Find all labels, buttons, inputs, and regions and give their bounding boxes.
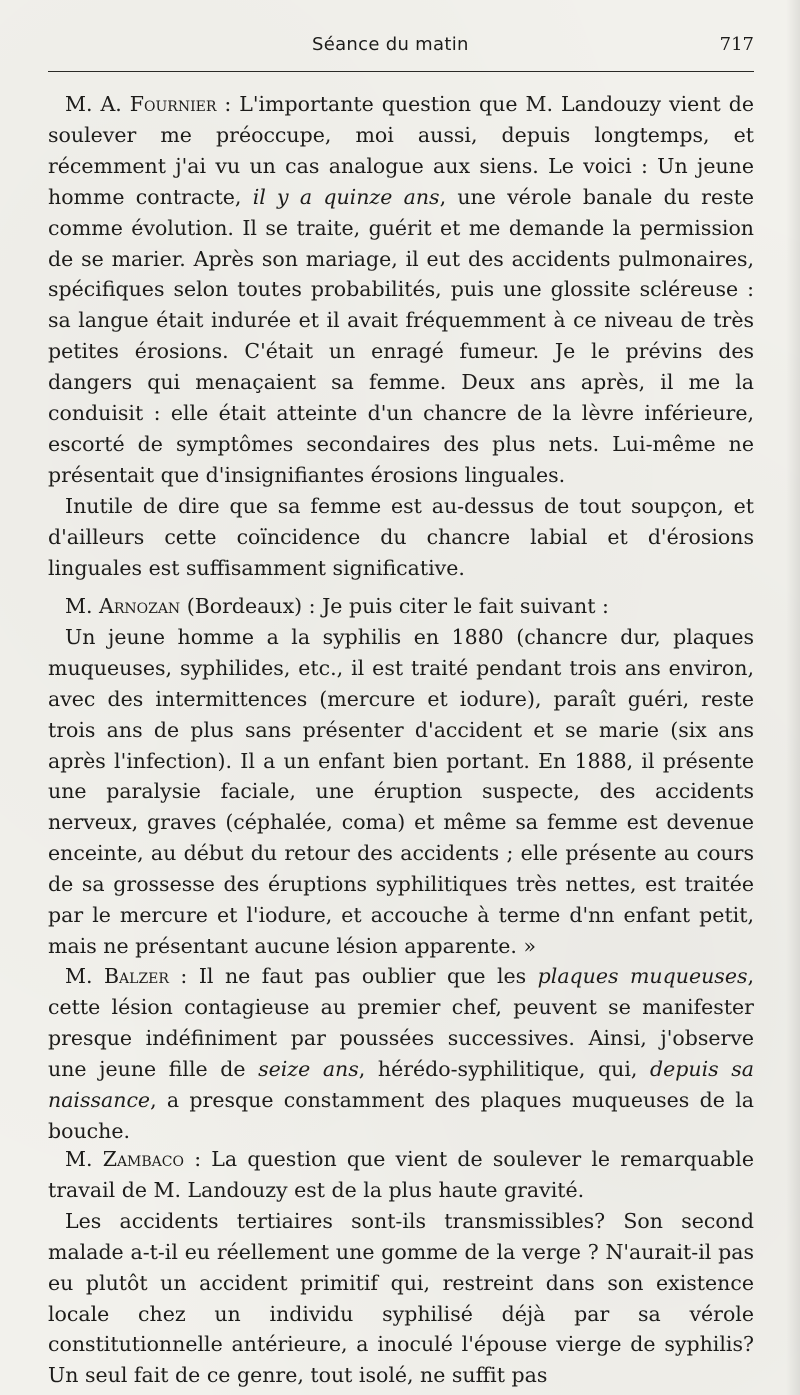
speaker-name: M. Balzer	[65, 964, 169, 988]
running-title: Séance du matin	[312, 34, 469, 55]
speaker-name: M. A. Fournier	[65, 92, 217, 116]
page-edge-shadow	[786, 0, 800, 1395]
balzer-block	[48, 961, 754, 1146]
fournier-paragraph: M. A. Fournier : L'importante question que M. Landouzy vient de soulever me préoccupe, moi aussi, depuis longtemps, et récemment j'ai vu un cas analogue aux siens. Le voici : Un jeune homme contracte, il y a quinze ans, une vérole banale du reste comme évolution. Il se traite, guérit et me demande la permission de se marier. Après son mariage, il eut des accidents pulmonaires, spécifiques selon toutes probabilités, puis une glossite scléreuse : sa langue était indurée et il avait fréquemment à ce niveau de très petites érosions. C'était un enragé fumeur. Je le prévins des dangers qui menaçaient sa femme. Deux ans après, il me la conduisit : elle était atteinte d'un chancre de la lèvre inférieure, escorté de symptômes secondaires des plus nets. Lui-même ne présentait que d'insignifiantes érosions linguales.	[48, 92, 754, 487]
arnozan-block	[48, 591, 754, 962]
running-head	[48, 30, 754, 60]
page-number: 717	[719, 34, 754, 55]
arnozan-paragraph-2: Un jeune homme a la syphilis en 1880 (chancre dur, plaques muqueuses, syphilides, etc., il est traité pendant trois ans environ, avec des intermittences (mercure et iodure), paraît guéri, reste trois ans de plus sans présenter d'accident et se marie (six ans après l'infection). Il a un enfant bien portant. En 1888, il présente une paralysie faciale, une éruption suspecte, des accidents nerveux, graves (céphalée, coma) et même sa femme est devenue enceinte, au début du retour des accidents ; elle présente au cours de sa grossesse des éruptions syphilitiques très nettes, est traitée par le mercure et l'iodure, et accouche à terme d'nn enfant petit, mais ne présentant aucune lésion apparente. »	[48, 624, 754, 958]
fournier-paragraph-2: Inutile de dire que sa femme est au-dessus de tout soupçon, et d'ailleurs cette coïncidence du chancre labial et d'érosions linguales est suffisamment significative.	[48, 493, 754, 580]
zambaco-paragraph-2: Les accidents tertiaires sont-ils transmissibles? Son second malade a-t-il eu réellement une gomme de la verge ? N'aurait-il pas eu plutôt un accident primitif qui, restreint dans son existence locale chez un individu syphilisé déjà par sa vérole constitutionnelle antérieure, a inoculé l'épouse vierge de syphilis? Un seul fait de ce genre, tout isolé, ne suffit pas	[48, 1208, 754, 1388]
balzer-paragraph: M. Balzer : Il ne faut pas oublier que les plaques muqueuses, cette lésion contagieuse au premier chef, peuvent se manifester presque indéfiniment par poussées successives. Ainsi, j'observe une jeune fille de seize ans, hérédo-syphilitique, qui, depuis sa naissance, a presque constamment des plaques muqueuses de la bouche.	[48, 964, 755, 1143]
arnozan-paragraph: M. Arnozan (Bordeaux) : Je puis citer le fait suivant :	[65, 594, 609, 618]
fournier-block	[48, 89, 754, 584]
header-rule	[48, 71, 754, 72]
speaker-name: M. Zambaco	[65, 1147, 184, 1171]
zambaco-paragraph: M. Zambaco : La question que vient de soulever le remarquable travail de M. Landouzy est de la plus haute gravité.	[48, 1147, 754, 1202]
speaker-name: M. Arnozan	[65, 594, 181, 618]
zambaco-block	[48, 1144, 754, 1391]
